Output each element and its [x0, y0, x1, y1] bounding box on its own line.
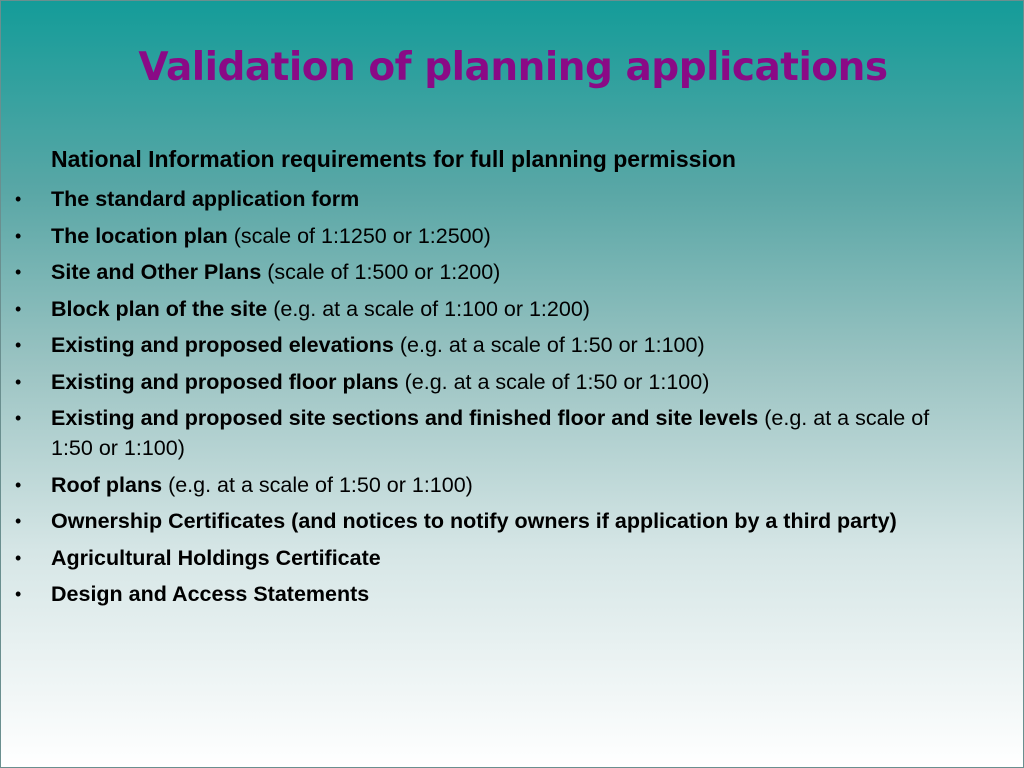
bullet-bold-text: Roof plans: [51, 472, 163, 497]
bullet-icon: •: [15, 262, 22, 282]
bullet-detail-text: (e.g. at a scale of 1:50 or 1:100): [51, 406, 930, 460]
bullet-item: [1, 184, 1001, 214]
slide-title: Validation of planning applications: [138, 45, 888, 90]
bullet-item: [1, 579, 1001, 609]
bullet-item: [1, 543, 1001, 573]
bullet-item: [1, 403, 1001, 463]
bullet-detail-text: (e.g. at a scale of 1:50 or 1:100): [398, 369, 710, 394]
bullet-bold-text: Existing and proposed floor plans: [51, 369, 399, 394]
bullet-bold-text: Existing and proposed elevations: [51, 333, 394, 357]
bullet-bold-text: Existing and proposed site sections and finished floor and site levels: [51, 406, 759, 430]
bullet-bold-text: Agricultural Holdings Certificate: [51, 545, 381, 570]
bullet-list: [1, 184, 1001, 616]
bullet-item: [1, 330, 1001, 360]
bullet-bold-text: Block plan of the site: [51, 296, 268, 321]
bullet-icon: •: [15, 298, 22, 319]
bullet-icon: •: [15, 371, 22, 392]
bullet-item: [1, 294, 1001, 324]
bullet-icon: •: [15, 335, 22, 355]
bullet-bold-text: Ownership Certificates (and notices to notify owners if application by a third party): [51, 509, 897, 533]
bullet-item: [1, 257, 1001, 287]
bullet-detail-text: (scale of 1:1250 or 1:2500): [227, 223, 491, 248]
bullet-detail-text: (e.g. at a scale of 1:50 or 1:100): [393, 333, 705, 357]
bullet-item: [1, 506, 1001, 536]
bullet-item: [1, 367, 1001, 397]
bullet-item: [1, 470, 1001, 500]
bullet-icon: •: [15, 584, 22, 604]
bullet-icon: •: [15, 189, 22, 209]
bullet-icon: •: [15, 408, 22, 428]
bullet-detail-text: (e.g. at a scale of 1:100 or 1:200): [267, 296, 590, 321]
bullet-icon: •: [15, 511, 22, 531]
bullet-detail-text: (scale of 1:500 or 1:200): [261, 260, 501, 284]
bullet-detail-text: (e.g. at a scale of 1:50 or 1:100): [162, 472, 473, 497]
bullet-icon: •: [15, 547, 22, 568]
bullet-item: [1, 221, 1001, 251]
bullet-bold-text: The location plan: [51, 223, 228, 248]
bullet-icon: •: [15, 225, 22, 246]
bullet-bold-text: Design and Access Statements: [51, 582, 370, 606]
bullet-icon: •: [15, 474, 22, 495]
slide-subheading: National Information requirements for full planning permission: [51, 146, 736, 172]
bullet-bold-text: Site and Other Plans: [51, 260, 262, 284]
bullet-bold-text: The standard application form: [51, 187, 360, 211]
